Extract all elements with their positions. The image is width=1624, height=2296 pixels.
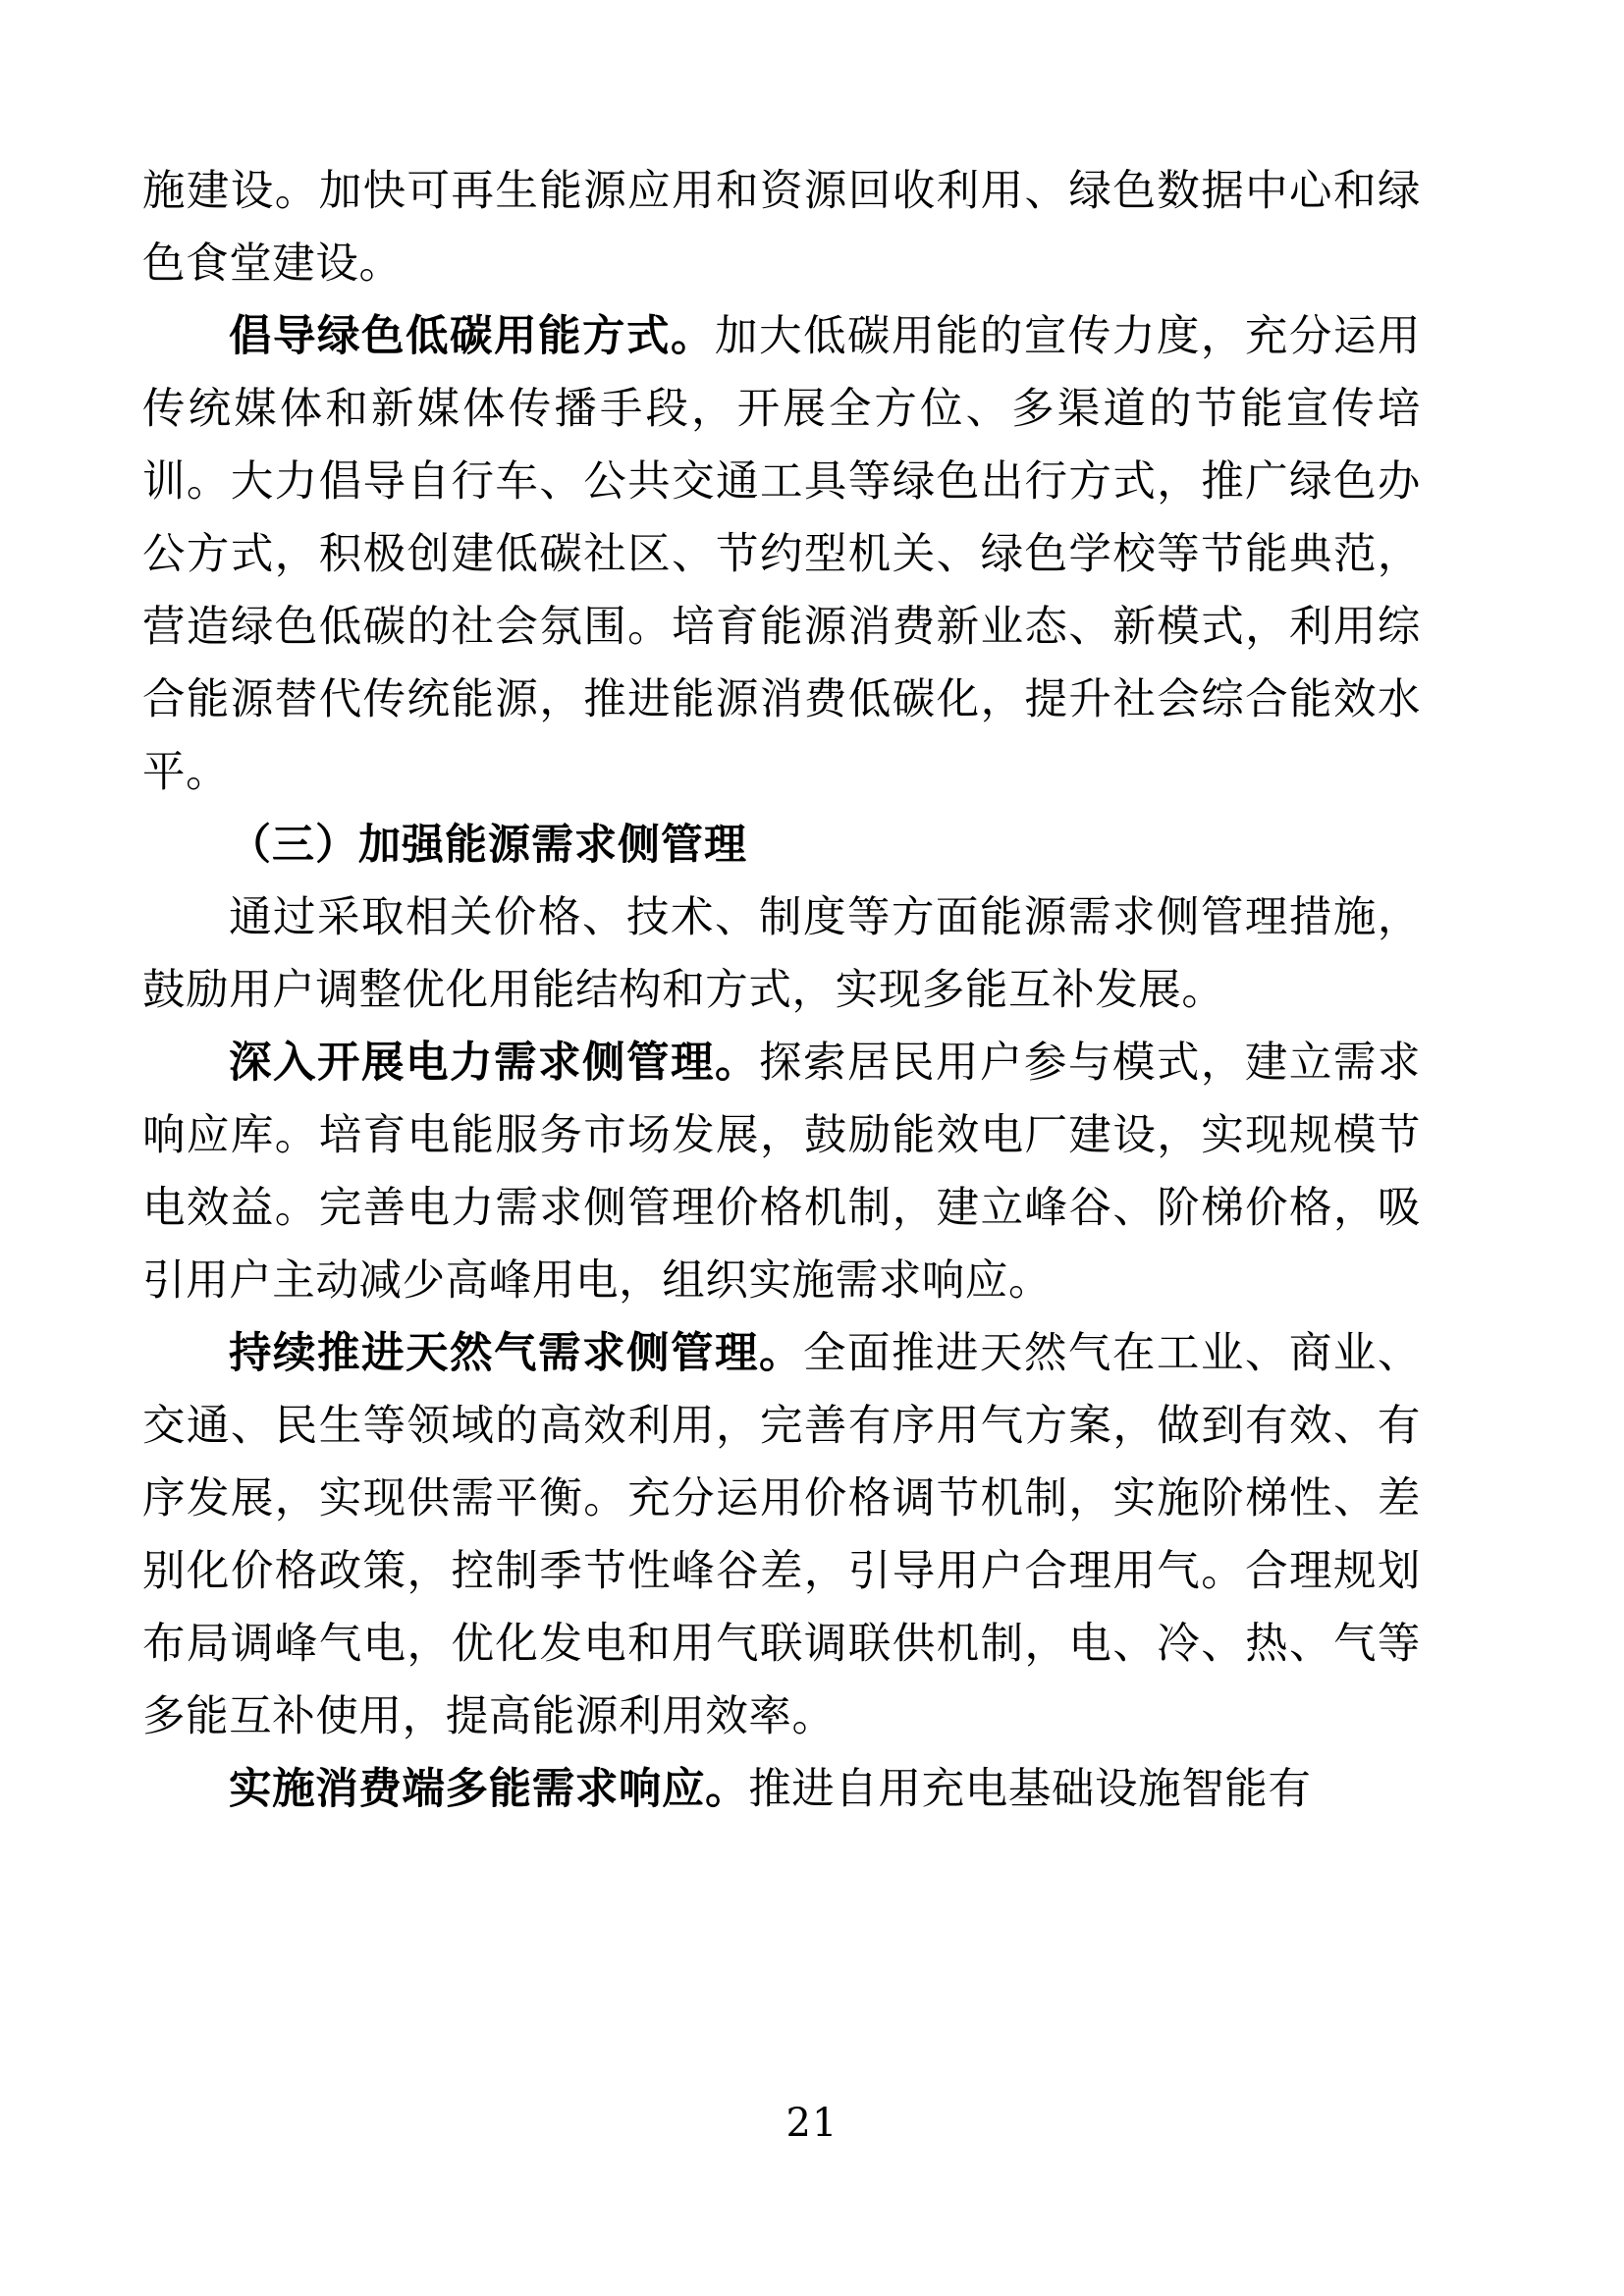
section-heading-three — [142, 809, 1421, 881]
paragraph-lead-phrase: 倡导绿色低碳用能方式。 — [229, 311, 715, 361]
paragraph-gas-demand-side — [142, 1317, 1421, 1753]
section-heading-text: （三）加强能源需求侧管理 — [229, 821, 747, 870]
paragraph-lead-phrase: 实施消费端多能需求响应。 — [229, 1764, 749, 1814]
page-number: 21 — [785, 2101, 839, 2146]
paragraph-continued — [142, 155, 1421, 300]
paragraph-text: 通过采取相关价格、技术、制度等方面能源需求侧管理措施，鼓励用户调整优化用能结构和方式，实现多能互补发展。 — [142, 893, 1421, 1015]
paragraph-text: 加大低碳用能的宣传力度，充分运用传统媒体和新媒体传播手段，开展全方位、多渠道的节能宣传培训。大力倡导自行车、公共交通工具等绿色出行方式，推广绿色办公方式，积极创建低碳社区、节约型机关、绿色学校等节能典范，营造绿色低碳的社会氛围。培育能源消费新业态、新模式，利用综合能源替代传统能源，推进能源消费低碳化，提升社会综合能效水平。 — [142, 312, 1421, 797]
paragraph-consumer-multi-energy — [142, 1753, 1421, 1826]
paragraph-lead-phrase: 深入开展电力需求侧管理。 — [229, 1038, 759, 1088]
paragraph-demand-side-intro — [142, 881, 1421, 1027]
paragraph-lead-phrase: 持续推进天然气需求侧管理。 — [229, 1328, 803, 1378]
paragraph-text: 全面推进天然气在工业、商业、交通、民生等领域的高效利用，完善有序用气方案，做到有效、有序发展，实现供需平衡。充分运用价格调节机制，实施阶梯性、差别化价格政策，控制季节性峰谷差，引导用户合理用气。合理规划布局调峰气电，优化发电和用气联调联供机制，电、冷、热、气等多能互补使用，提高能源利用效率。 — [142, 1329, 1421, 1741]
paragraph-text: 探索居民用户参与模式，建立需求响应库。培育电能服务市场发展，鼓励能效电厂建设，实现规模节电效益。完善电力需求侧管理价格机制，建立峰谷、阶梯价格，吸引用户主动减少高峰用电，组织实施需求响应。 — [142, 1039, 1421, 1306]
paragraph-green-low-carbon — [142, 300, 1421, 809]
paragraph-power-demand-side — [142, 1027, 1421, 1317]
paragraph-text: 推进自用充电基础设施智能有 — [748, 1765, 1312, 1814]
page-text-block — [142, 155, 1421, 1826]
paragraph-text: 施建设。加快可再生能源应用和资源回收利用、绿色数据中心和绿色食堂建设。 — [142, 167, 1421, 289]
